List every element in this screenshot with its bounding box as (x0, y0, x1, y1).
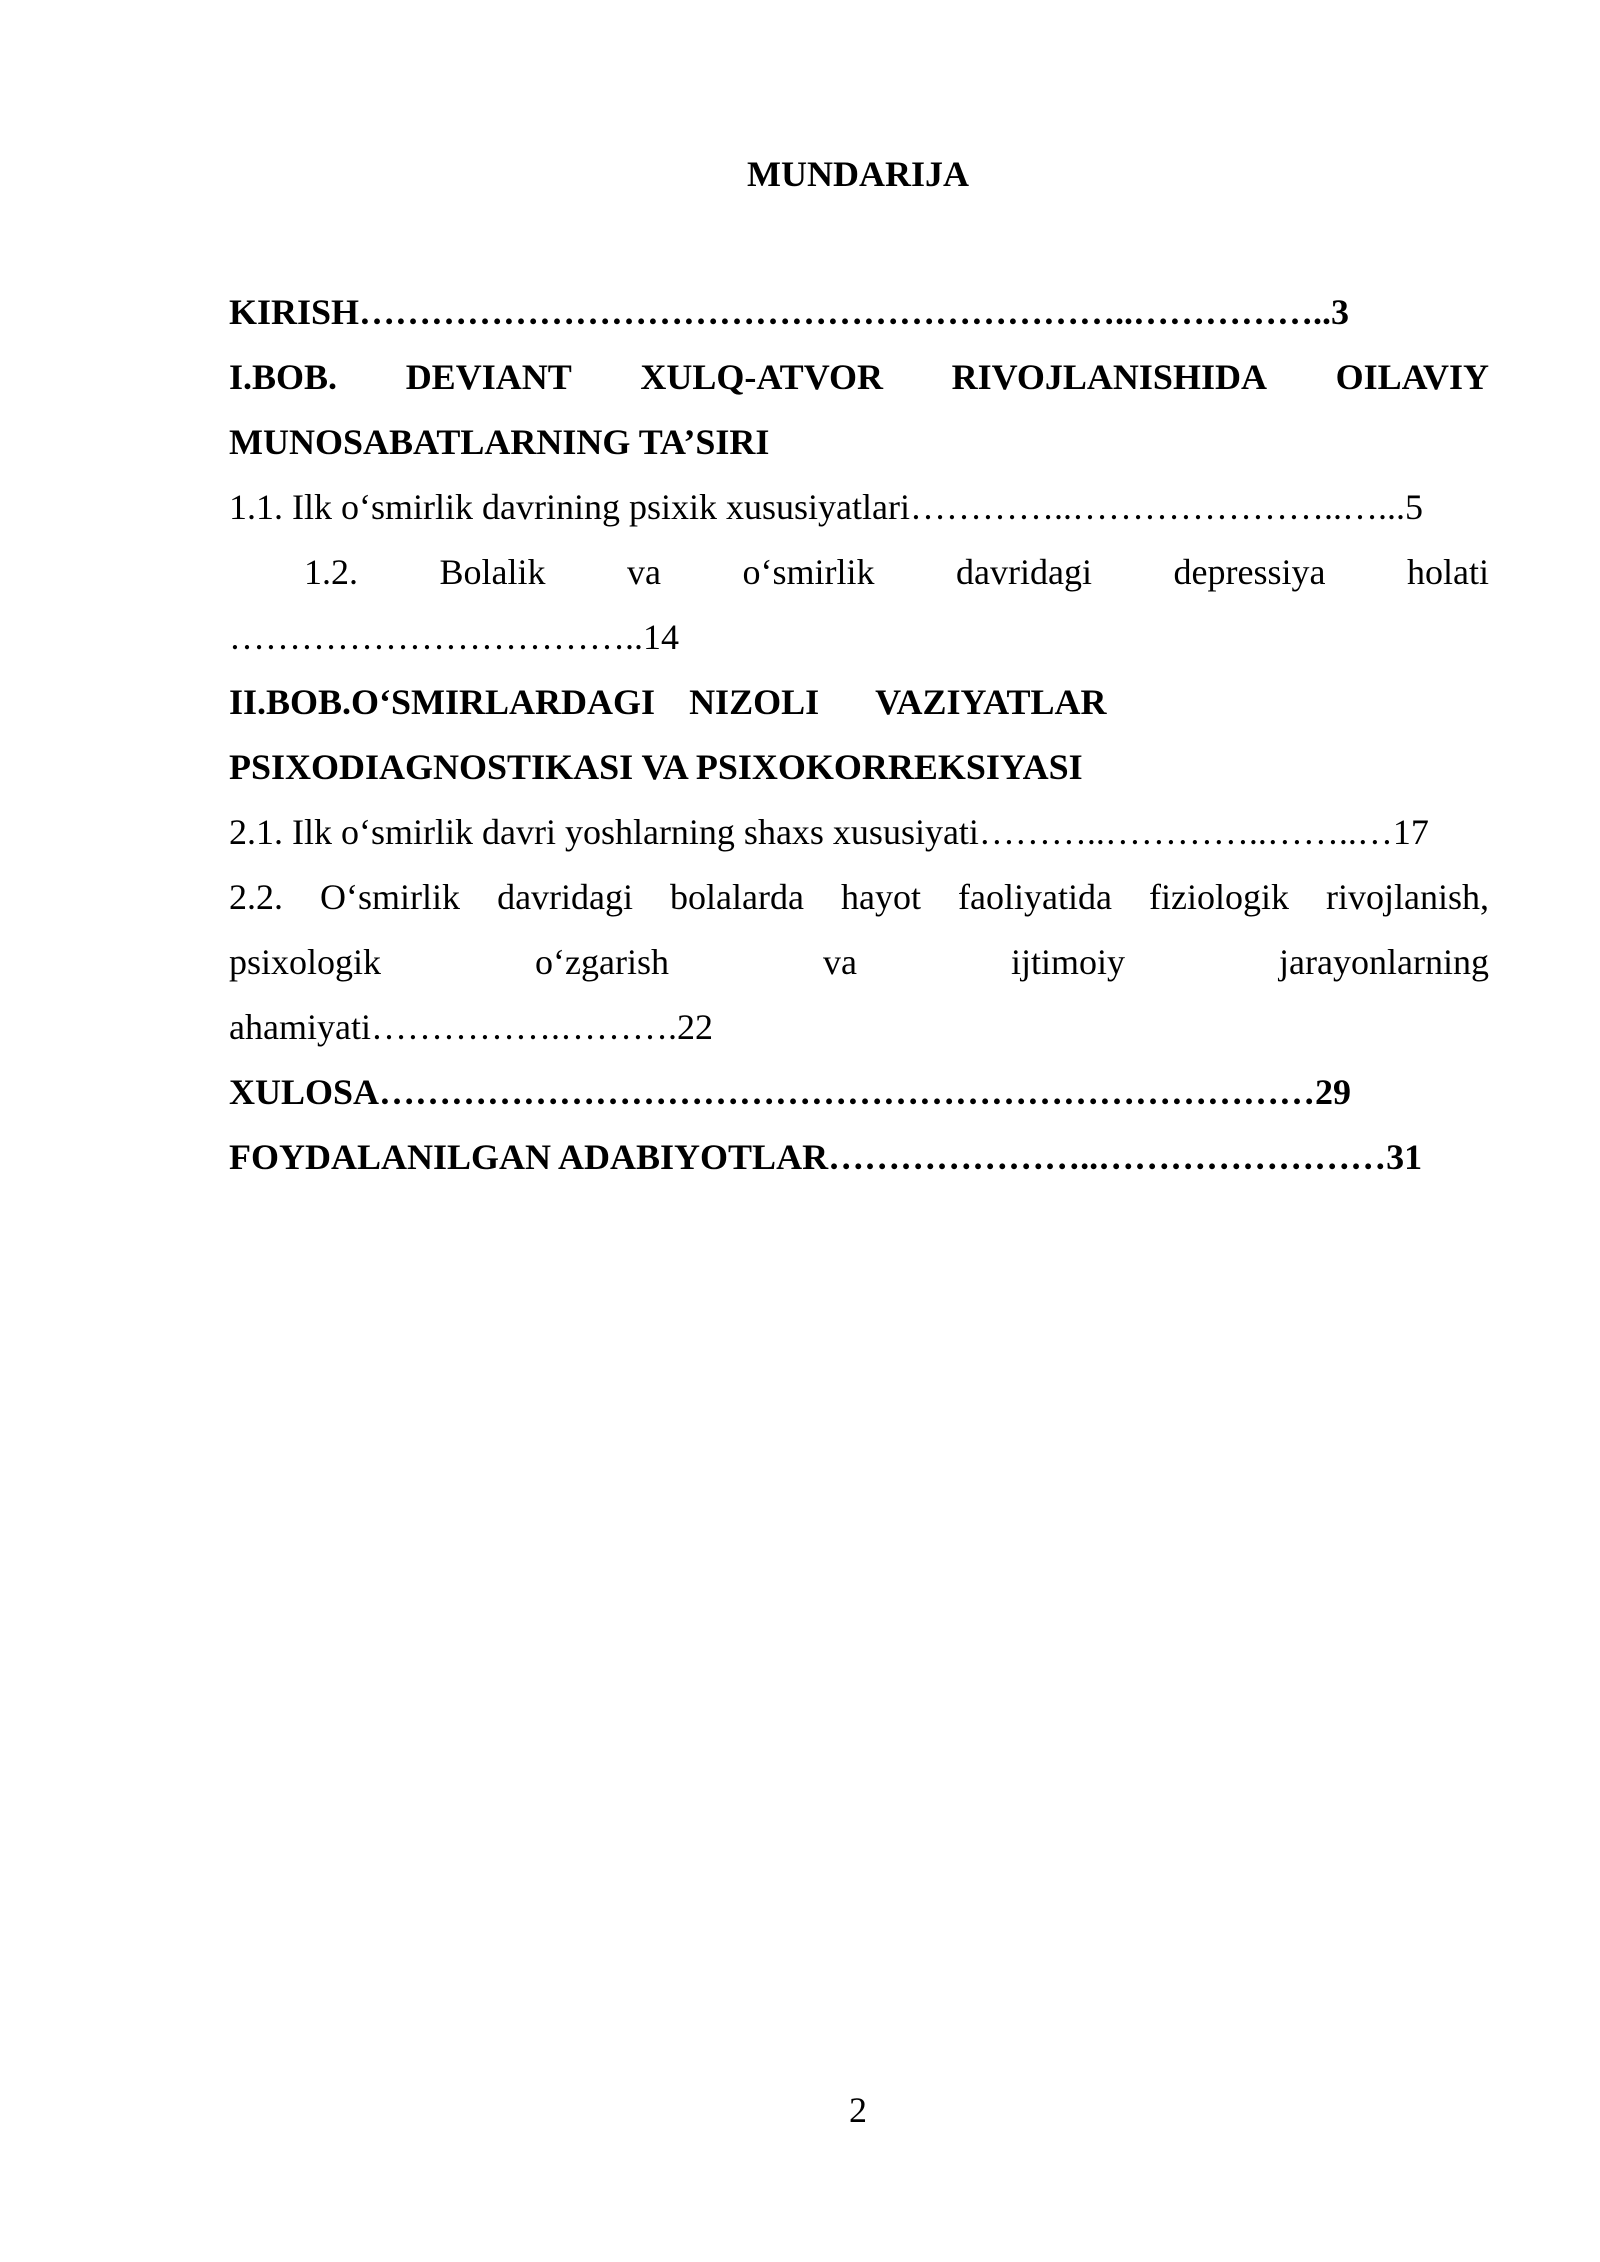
toc-entry-adabiyotlar: FOYDALANILGAN ADABIYOTLAR…………………..……………………31 (229, 1137, 1423, 1177)
toc-entry-chapter1-line2: MUNOSABATLARNING TA’SIRI (229, 422, 770, 462)
toc-word: jarayonlarning (1279, 942, 1489, 982)
toc-word: faoliyatida (958, 877, 1112, 917)
toc-entry-1-1: 1.1. Ilk o‘smirlik davrining psixik xususiyatlari…………..…………………..…...5 (229, 487, 1423, 527)
toc-word: o‘zgarish (535, 942, 669, 982)
toc-word: hayot (841, 877, 921, 917)
page-title: MUNDARIJA (747, 154, 969, 194)
toc-word: rivojlanish, (1326, 877, 1489, 917)
toc-entry-chapter1-line1 (229, 345, 1489, 410)
toc-word: VAZIYATLAR (875, 682, 1107, 722)
toc-entry-2-1: 2.1. Ilk o‘smirlik davri yoshlarning shaxs xususiyati………..…………..……..…17 (229, 812, 1429, 852)
toc-entry-chapter2-line2: PSIXODIAGNOSTIKASI VA PSIXOKORREKSIYASI (229, 747, 1083, 787)
toc-word: o‘smirlik (742, 552, 875, 592)
toc-entry-xulosa: XULOSA……………………………………………………………………29 (229, 1072, 1352, 1112)
toc-word: II.BOB.O‘SMIRLARDAGI (229, 682, 656, 722)
toc-entry-kirish: KIRISH………………………………………………………..……………..3 (229, 292, 1350, 332)
toc-word: RIVOJLANISHIDA (951, 357, 1267, 397)
toc-entry-1-2-line2: ……………………………..14 (229, 617, 679, 657)
toc-entry-chapter2-line1 (229, 670, 1489, 735)
toc-word: bolalarda (670, 877, 804, 917)
toc-word: va (823, 942, 857, 982)
toc-word: davridagi (956, 552, 1092, 592)
toc-word: DEVIANT (405, 357, 572, 397)
toc-word: 1.2. (304, 552, 358, 592)
toc-word: davridagi (497, 877, 634, 917)
toc-word: holati (1406, 552, 1489, 592)
table-of-contents (229, 280, 1489, 1190)
toc-word: NIZOLI (689, 682, 820, 722)
toc-word: O‘smirlik (320, 877, 461, 917)
toc-entry-2-2-line3: ahamiyati…………….……….22 (229, 1007, 713, 1047)
toc-entry-2-2-line2 (229, 930, 1489, 995)
toc-word: OILAVIY (1335, 357, 1489, 397)
toc-entry-2-2-line1 (229, 865, 1489, 930)
page-number: 2 (849, 2090, 867, 2130)
toc-word: depressiya (1173, 552, 1326, 592)
toc-word: XULQ-ATVOR (640, 357, 883, 397)
toc-word: I.BOB. (229, 357, 338, 397)
toc-word: psixologik (229, 942, 382, 982)
toc-word: Bolalik (439, 552, 546, 592)
toc-word: 2.2. (229, 877, 283, 917)
toc-word: ijtimoiy (1011, 942, 1126, 982)
toc-word: va (627, 552, 662, 592)
toc-entry-1-2-line1 (229, 540, 1489, 605)
toc-word: fiziologik (1149, 877, 1289, 917)
